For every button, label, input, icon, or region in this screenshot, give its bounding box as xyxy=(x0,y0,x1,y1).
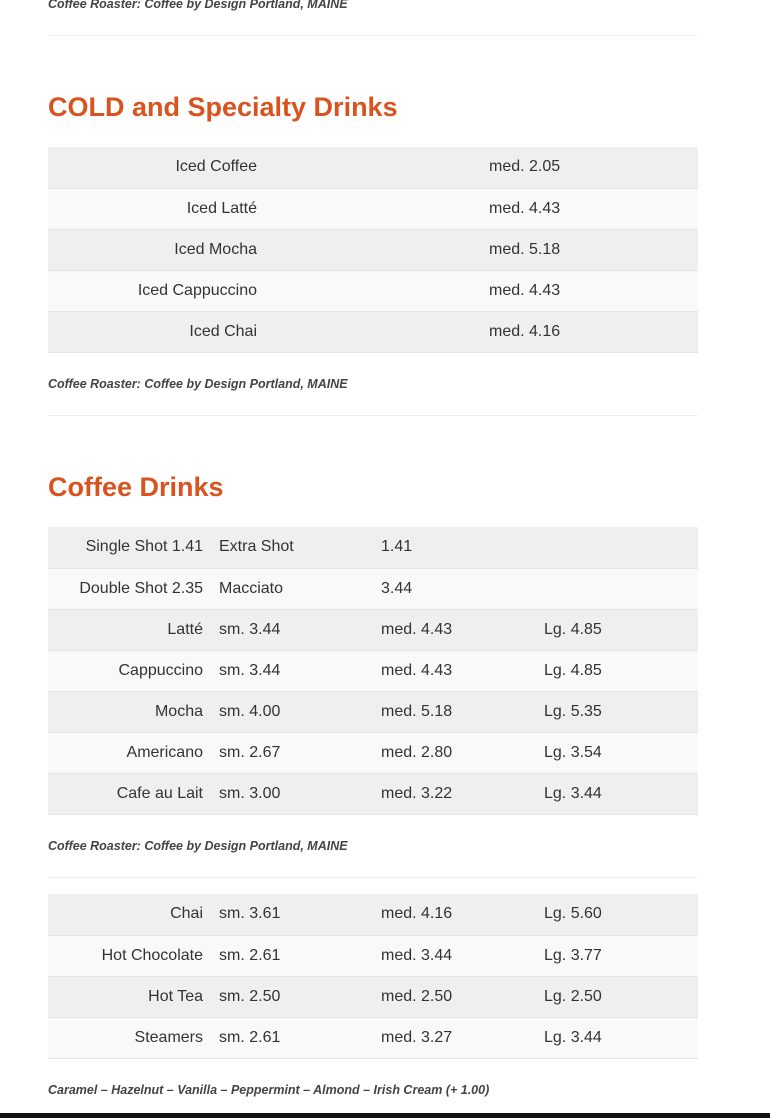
table-row xyxy=(48,311,698,352)
price-cell xyxy=(536,527,698,568)
section-title-cold: COLD and Specialty Drinks xyxy=(48,92,398,122)
price-cell: med. 4.43 xyxy=(373,650,536,691)
price-cell: Lg. 3.44 xyxy=(536,1017,698,1058)
price-cell xyxy=(265,270,481,311)
table-row xyxy=(48,527,698,568)
price-cell: 1.41 xyxy=(373,527,536,568)
table-row xyxy=(48,188,698,229)
price-cell: Extra Shot xyxy=(211,527,373,568)
coffee-drinks-table xyxy=(48,527,698,815)
bottom-border xyxy=(0,1113,770,1118)
cold-drinks-table xyxy=(48,147,698,353)
price-cell: Lg. 4.85 xyxy=(536,650,698,691)
price-cell: Lg. 3.44 xyxy=(536,773,698,814)
price-cell: med. 3.22 xyxy=(373,773,536,814)
table-row xyxy=(48,568,698,609)
drink-name-cell: Iced Cappuccino xyxy=(48,270,265,311)
drink-name-cell: Iced Coffee xyxy=(48,147,265,188)
table-row xyxy=(48,976,698,1017)
table-row xyxy=(48,650,698,691)
price-cell xyxy=(265,188,481,229)
price-cell: med. 5.18 xyxy=(373,691,536,732)
price-cell: med. 4.16 xyxy=(373,894,536,935)
drink-name-cell: Iced Mocha xyxy=(48,229,265,270)
drink-name-cell: Mocha xyxy=(48,691,211,732)
price-cell: 3.44 xyxy=(373,568,536,609)
price-cell xyxy=(536,568,698,609)
roaster-note: Coffee Roaster: Coffee by Design Portland, MAINE xyxy=(48,0,348,11)
price-cell: sm. 4.00 xyxy=(211,691,373,732)
price-cell: med. 4.43 xyxy=(373,609,536,650)
drink-name-cell: Steamers xyxy=(48,1017,211,1058)
table-row xyxy=(48,691,698,732)
drink-name-cell: Hot Chocolate xyxy=(48,935,211,976)
table-row xyxy=(48,773,698,814)
price-cell: med. 2.50 xyxy=(373,976,536,1017)
price-cell: Lg. 3.77 xyxy=(536,935,698,976)
price-cell: Lg. 2.50 xyxy=(536,976,698,1017)
price-cell: sm. 3.44 xyxy=(211,650,373,691)
drink-name-cell: Hot Tea xyxy=(48,976,211,1017)
table-row xyxy=(48,1017,698,1058)
price-cell: Macciato xyxy=(211,568,373,609)
roaster-note: Coffee Roaster: Coffee by Design Portland, MAINE xyxy=(48,377,348,391)
table-row xyxy=(48,270,698,311)
coffee-drinks-table-body xyxy=(48,527,698,814)
price-cell: sm. 2.61 xyxy=(211,935,373,976)
price-cell: Lg. 5.60 xyxy=(536,894,698,935)
drink-name-cell: Cafe au Lait xyxy=(48,773,211,814)
price-cell: sm. 2.50 xyxy=(211,976,373,1017)
price-cell: med. 4.43 xyxy=(481,188,698,229)
drink-name-cell: Americano xyxy=(48,732,211,773)
flavors-note: Caramel – Hazelnut – Vanilla – Peppermint – Almond – Irish Cream (+ 1.00) xyxy=(48,1083,490,1097)
price-cell: med. 4.16 xyxy=(481,311,698,352)
table-row xyxy=(48,147,698,188)
price-cell: sm. 3.61 xyxy=(211,894,373,935)
price-cell: sm. 3.00 xyxy=(211,773,373,814)
price-cell: Lg. 5.35 xyxy=(536,691,698,732)
drink-name-cell: Iced Latté xyxy=(48,188,265,229)
cold-drinks-table-body xyxy=(48,147,698,352)
price-cell: sm. 3.44 xyxy=(211,609,373,650)
roaster-note: Coffee Roaster: Coffee by Design Portland, MAINE xyxy=(48,839,348,853)
price-cell: med. 4.43 xyxy=(481,270,698,311)
divider xyxy=(48,415,698,416)
price-cell xyxy=(265,147,481,188)
table-row xyxy=(48,229,698,270)
price-cell: med. 2.80 xyxy=(373,732,536,773)
price-cell xyxy=(265,229,481,270)
drink-name-cell: Single Shot 1.41 xyxy=(48,527,211,568)
price-cell: med. 3.27 xyxy=(373,1017,536,1058)
other-drinks-table-body xyxy=(48,894,698,1058)
price-cell: sm. 2.61 xyxy=(211,1017,373,1058)
table-row xyxy=(48,609,698,650)
price-cell: med. 3.44 xyxy=(373,935,536,976)
drink-name-cell: Latté xyxy=(48,609,211,650)
drink-name-cell: Iced Chai xyxy=(48,311,265,352)
price-cell: med. 5.18 xyxy=(481,229,698,270)
table-row xyxy=(48,935,698,976)
price-cell: Lg. 4.85 xyxy=(536,609,698,650)
price-cell: med. 2.05 xyxy=(481,147,698,188)
other-drinks-table xyxy=(48,894,698,1059)
drink-name-cell: Cappuccino xyxy=(48,650,211,691)
drink-name-cell: Chai xyxy=(48,894,211,935)
table-row xyxy=(48,732,698,773)
price-cell: Lg. 3.54 xyxy=(536,732,698,773)
drink-name-cell: Double Shot 2.35 xyxy=(48,568,211,609)
divider xyxy=(48,35,698,36)
divider xyxy=(48,877,698,878)
price-cell xyxy=(265,311,481,352)
table-row xyxy=(48,894,698,935)
price-cell: sm. 2.67 xyxy=(211,732,373,773)
section-title-coffee: Coffee Drinks xyxy=(48,472,224,502)
